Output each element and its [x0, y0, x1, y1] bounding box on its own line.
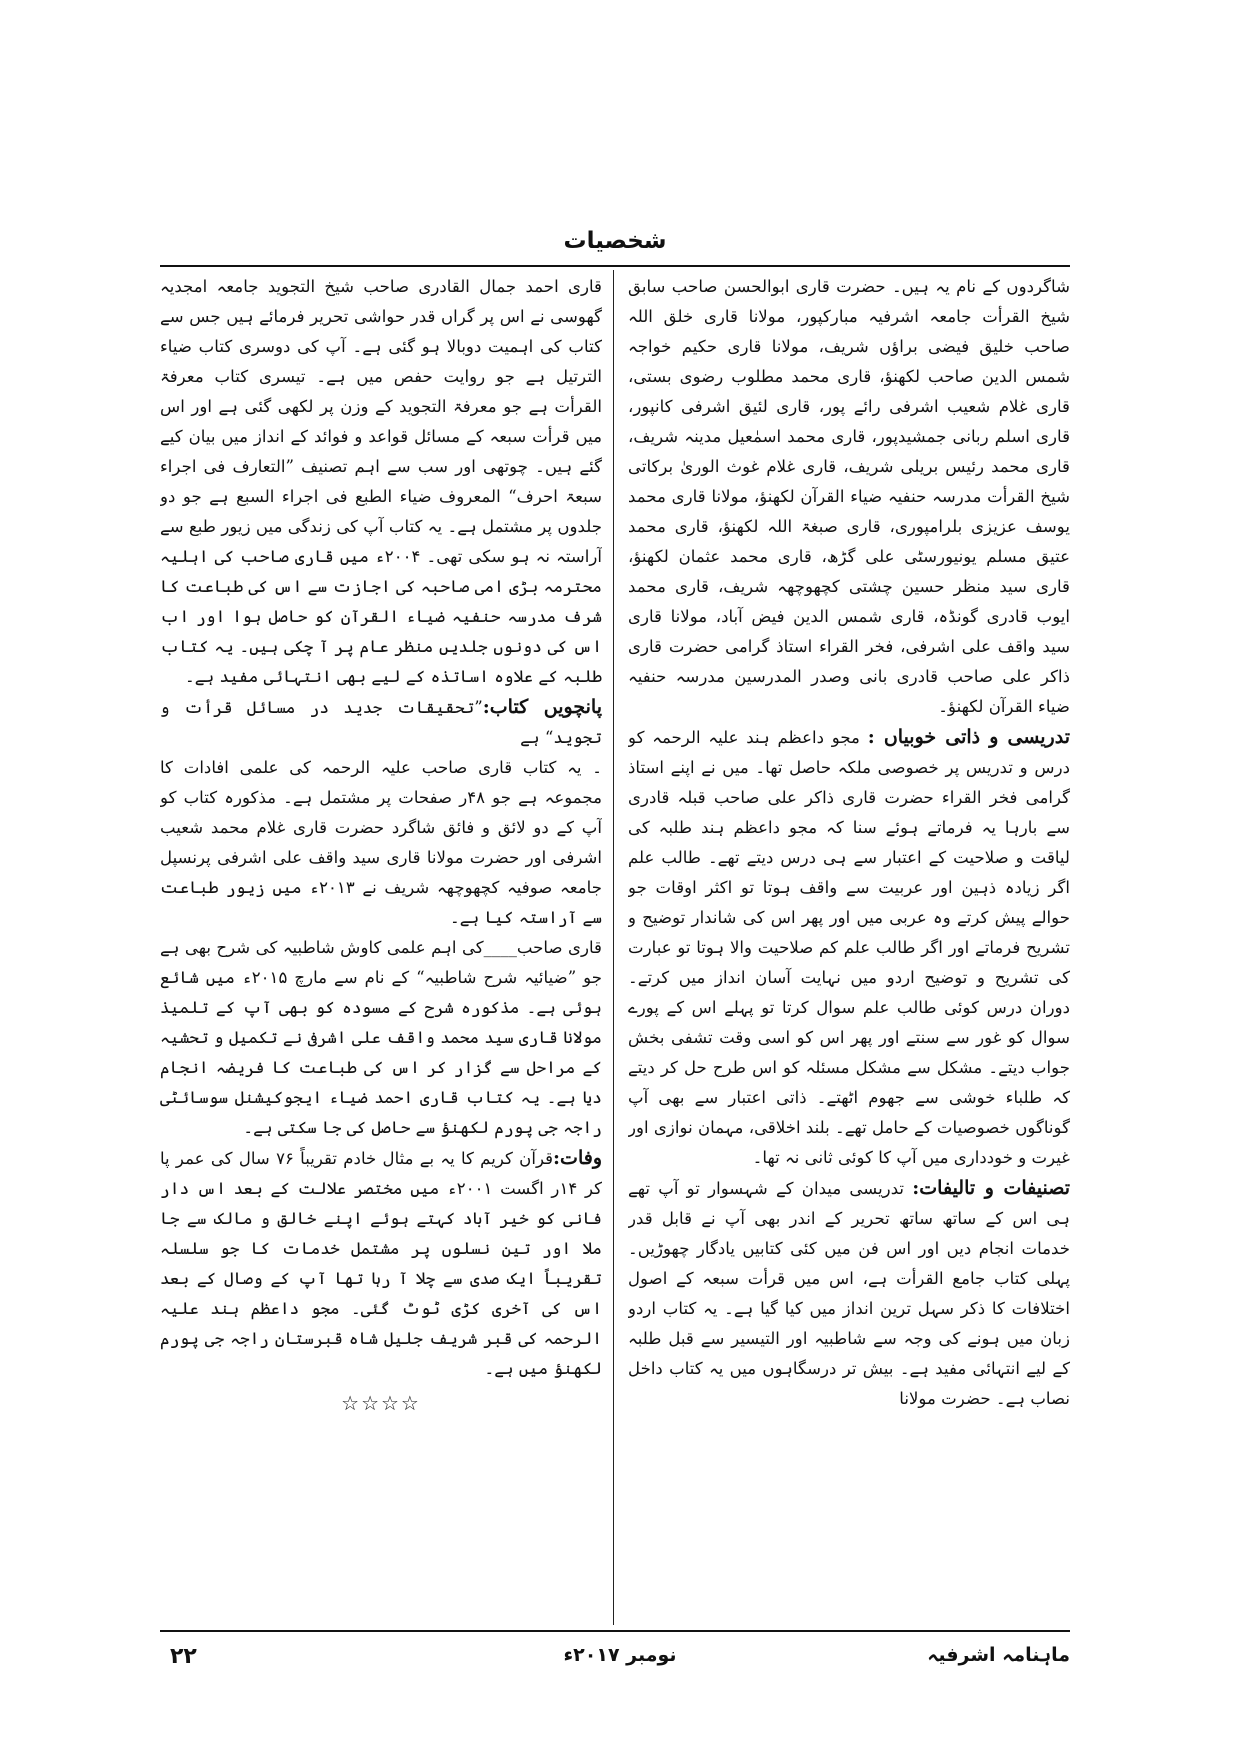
left-column	[160, 272, 602, 1627]
section-title: شخصیات	[563, 228, 667, 254]
paragraph-students: شاگردوں کے نام یہ ہیں۔ حضرت قاری ابوالحسن صاحب سابق شیخ القرأت جامعہ اشرفیہ مبارکپور، مولانا قاری خلق اللہ صاحب خلیق فیضی براؤں شریف، مولانا قاری حکیم خواجہ شمس الدین صاحب لکھنؤ، قاری محمد مطلوب رضوی بستی، قاری غلام شعیب اشرفی رائے پور، قاری لئیق اشرفی کانپور، قاری اسلم ربانی جمشیدپور، قاری محمد اسمٰعیل مدینہ شریف، قاری محمد رئیس بریلی شریف، قاری غلام غوث الوریٰ برکاتی شیخ القرأت مدرسہ حنفیہ ضیاء القرآن لکھنؤ، مولانا قاری محمد یوسف عزیزی بلرامپوری، قاری صبغۃ اللہ لکھنؤ، قاری محمد عتیق مسلم یونیورسٹی علی گڑھ، قاری محمد عثمان لکھنؤ، قاری سید منظر حسین چشتی کچھوچھہ شریف، قاری محمد ایوب قادری گونڈہ، قاری شمس الدین فیض آباد، مولانا قاری سید واقف علی اشرفی، فخر القراء استاذ گرامی حضرت قاری ذاکر علی صاحب قادری بانی وصدر المدرسین مدرسہ حنفیہ ضیاء القرآن لکھنؤ۔	[628, 277, 1070, 716]
page-number: ۲۲	[170, 1644, 197, 1669]
heading-works: تصنیفات و تالیفات:	[912, 1177, 1070, 1199]
heading-teaching-qualities: تدریسی و ذاتی خوبیاں :	[867, 726, 1070, 748]
works-text: تدریسی میدان کے شہسوار تو آپ تھے ہی اس کے ساتھ ساتھ تحریر کے اندر بھی آپ نے قابل قدر خدمات انجام دیں اور اس فن میں کئی کتابیں یادگار چھوڑیں۔ پہلی کتاب جامع القرأت ہے، اس میں قرأت سبعہ کے اصول اختلافات کا ذکر سہل ترین انداز میں کیا گیا ہے۔ یہ کتاب اردو زبان میں ہونے کی وجہ سے شاطبیہ اور التیسیر سے قبل طلبہ کے لیے انتہائی مفید ہے۔ بیش تر درسگاہوں میں یہ کتاب داخل نصاب ہے۔ حضرت مولانا	[628, 1179, 1070, 1408]
teaching-text: مجو داعظم ہند علیہ الرحمہ کو درس و تدریس پر خصوصی ملکہ حاصل تھا۔ میں نے اپنے استاذ گرامی فخر القراء حضرت قاری ذاکر علی صاحب قبلہ قادری سے بارہا یہ فرماتے ہوئے سنا کہ مجو داعظم ہند طلبہ کی لیاقت و صلاحیت کے اعتبار سے ہی درس دیتے تھے۔ طالب علم اگر زیادہ ذہین اور عربیت سے واقف ہوتا تو اکثر اوقات جو حوالے پیش کرتے وہ عربی میں اور پھر اس کی شاندار توضیح و تشریح فرماتے اور اگر طالب علم کم صلاحیت والا ہوتا تو عبارت کی تشریح و توضیح اردو میں نہایت آسان انداز میں کرتے۔ دوران درس کوئی طالب علم سوال کرتا تو پہلے اس کے پورے سوال کو غور سے سنتے اور پھر اس کو اسی وقت تشفی بخش جواب دیتے۔ مشکل سے مشکل مسئلہ کو اس طرح حل کر دیتے کہ طلباء خوشی سے جھوم اٹھتے۔ ذاتی اعتبار سے بھی آپ گوناگوں خصوصیات کے حامل تھے۔ بلند اخلاقی، مہمان نوازی اور غیرت و خودداری میں آپ کا کوئی ثانی نہ تھا۔	[628, 728, 1070, 1167]
heading-death: وفات:	[553, 1147, 602, 1169]
heading-fifth-book: پانچویں کتاب:	[482, 696, 602, 718]
issue-date: نومبر ۲۰۱۷ء	[563, 1644, 677, 1666]
stars-divider: ☆☆☆☆	[341, 1391, 421, 1415]
paragraph-works	[628, 1173, 1070, 1414]
paragraph-teaching	[628, 722, 1070, 1173]
magazine-name: ماہنامہ اشرفیہ	[927, 1644, 1070, 1666]
death-text: قرآن کریم کا یہ بے مثال خادم تقریباً ۷۶ سال کی عمر پا کر ۱۴ر اگست ۲۰۰۱ء میں مختصر علالت کے بعد اس دار فانی کو خیر آباد کہتے ہوئے اپنے خالق و مالک سے جا ملا اور تین نسلوں پر مشتمل خدمات کا جو سلسلہ تقریباً ایک صدی سے چلا آ رہا تھا آپ کے وصال کے بعد اس کی آخری کڑی ٹوٹ گئی۔ مجو داعظم ہند علیہ الرحمہ کی قبر شریف جلیل شاہ قبرستان راجہ جی پورم لکھنؤ میں ہے۔	[160, 1149, 602, 1378]
footer-rule	[160, 1630, 1070, 1632]
paragraph-death	[160, 1143, 602, 1384]
paragraph-fifth-book-details: ۔ یہ کتاب قاری صاحب علیہ الرحمہ کی علمی افادات کا مجموعہ ہے جو ۴۸ر صفحات پر مشتمل ہے۔ مذکورہ کتاب کو آپ کے دو لائق و فائق شاگرد حضرت قاری غلام محمد شعیب اشرفی اور حضرت مولانا قاری سید واقف علی اشرفی پرنسپل جامعہ صوفیہ کچھوچھہ شریف نے ۲۰۱۳ء میں زیور طباعت سے آراستہ کیا ہے۔	[160, 758, 602, 927]
header-rule	[160, 265, 1070, 267]
right-column	[628, 272, 1070, 1627]
paragraph-books: قاری احمد جمال القادری صاحب شیخ التجوید جامعہ امجدیہ گھوسی نے اس پر گراں قدر حواشی تحریر فرمائے ہیں جس سے کتاب کی اہمیت دوبالا ہو گئی ہے۔ آپ کی دوسری کتاب ضیاء الترتیل ہے جو روایت حفص میں ہے۔ تیسری کتاب معرفۃ القرأت ہے جو معرفۃ التجوید کے وزن پر لکھی گئی ہے اور اس میں قرأت سبعہ کے مسائل قواعد و فوائد کے انداز میں بیان کیے گئے ہیں۔ چوتھی اور سب سے اہم تصنیف ”التعارف فی اجراء سبعۃ احرف“ المعروف ضیاء الطبع فی اجراء السبع ہے جو دو جلدوں پر مشتمل ہے۔ یہ کتاب آپ کی زندگی میں زیور طبع سے آراستہ نہ ہو سکی تھی۔ ۲۰۰۴ء میں قاری صاحب کی اہلیہ محترمہ بڑی امی صاحبہ کی اجازت سے اس کی طباعت کا شرف مدرسہ حنفیہ ضیاء القرآن کو حاصل ہوا اور اب اس کی دونوں جلدیں منظر عام پر آ چکی ہیں۔ یہ کتاب طلبہ کے علاوہ اساتذہ کے لیے بھی انتہائی مفید ہے۔	[160, 277, 602, 686]
paragraph-shatibiya: قاری صاحب____کی اہم علمی کاوش شاطبیہ کی شرح بھی ہے جو ”ضیائیہ شرح شاطبیہ“ کے نام سے مارچ ۲۰۱۵ء میں شائع ہوئی ہے۔ مذکورہ شرح کے مسودہ کو بھی آپ کے تلمیذ مولانا قاری سید محمد واقف علی اشرفی نے تکمیل و تحشیہ کے مراحل سے گزار کر اس کی طباعت کا فریضہ انجام دیا ہے۔ یہ کتاب قاری احمد ضیاء ایجوکیشنل سوسائٹی راجہ جی پورم لکھنؤ سے حاصل کی جا سکتی ہے۔	[160, 938, 602, 1137]
fifth-book-title: ”تحقیقات جدید در مسائل قرأت و تجوید“ ہے	[160, 698, 602, 747]
column-divider	[613, 270, 614, 1625]
paragraph-fifth-book	[160, 692, 602, 753]
